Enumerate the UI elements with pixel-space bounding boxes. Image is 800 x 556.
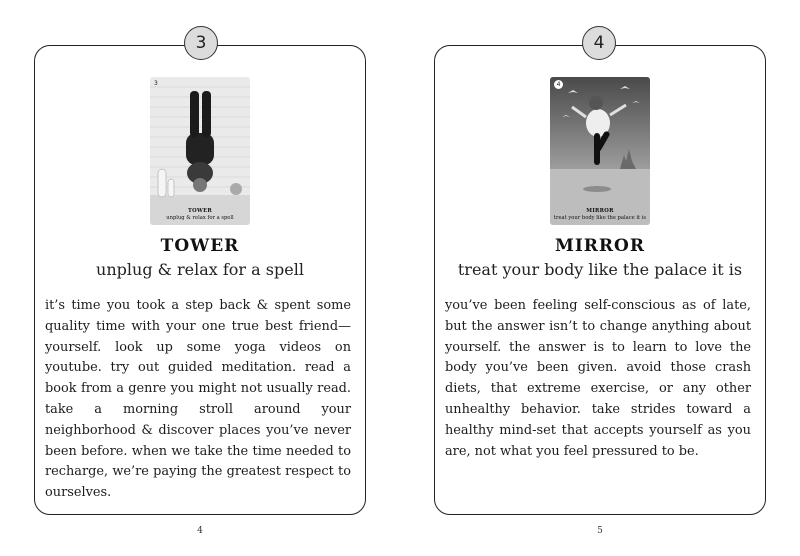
thumbnail-caption-sub: treat your body like the palace it is <box>553 215 647 221</box>
card-number-badge <box>582 26 616 60</box>
thumbnail-caption-title: TOWER <box>188 208 212 214</box>
thumbnail-number: 4 <box>554 80 563 89</box>
card-description: it’s time you took a step back & spent some quality time with your one true best friend—yourself. look up some yoga videos on youtube. try out guided meditation. read a book from a genre you might not usually read. take a morning stroll around your neighborhood & discover places you’ve never been before. when we take the time needed to recharge, we’re paying the greatest respect to ourselves. <box>45 298 351 501</box>
card-description: you’ve been feeling self-conscious as of late, but the answer isn’t to change anything about yourself. the answer is to learn to love the body you’ve been given. avoid those crash diets, that extreme exercise, or any other unhealthy behavior. take strides toward a healthy mind-set that accepts yourself as you are, not what you feel pressured to be. <box>445 298 751 459</box>
card-illustration-mirror <box>550 77 650 225</box>
card-number-badge <box>184 26 218 60</box>
card-number: 3 <box>195 33 207 53</box>
card-frame <box>434 45 766 515</box>
card-frame <box>34 45 366 515</box>
page-number: 5 <box>597 526 603 536</box>
thumbnail-caption <box>550 208 650 222</box>
card-subtitle: unplug & relax for a spell <box>96 260 304 279</box>
card-subtitle: treat your body like the palace it is <box>457 260 743 279</box>
right-page <box>400 0 800 556</box>
card-title: MIRROR <box>555 236 645 256</box>
card-illustration-tower <box>150 77 250 225</box>
card-number: 4 <box>593 33 605 53</box>
page-number: 4 <box>197 526 203 536</box>
thumbnail-caption <box>150 208 250 222</box>
card-title: TOWER <box>160 236 240 256</box>
tower-illustration <box>150 77 250 225</box>
thumbnail-caption-title: MIRROR <box>586 208 614 214</box>
thumbnail-caption-sub: unplug & relax for a spell <box>166 215 234 221</box>
mirror-illustration <box>550 77 650 225</box>
thumbnail-number: 3 <box>154 80 158 87</box>
